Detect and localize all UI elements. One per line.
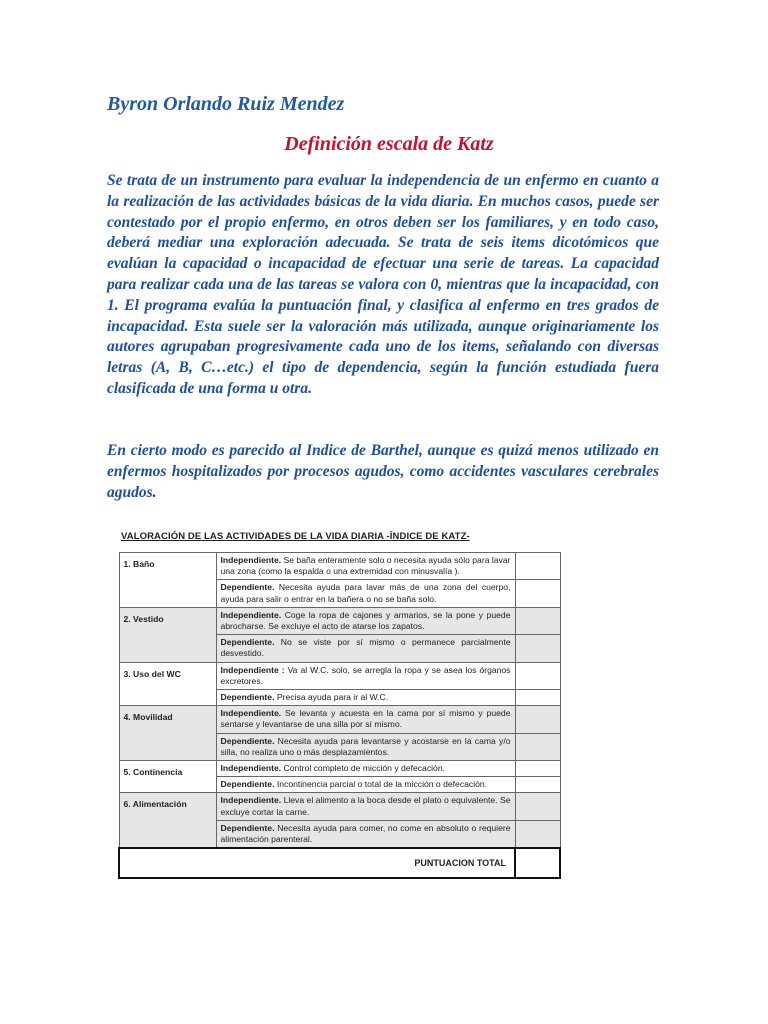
dependiente-text: Incontinencia parcial o total de la micción o defecación. <box>276 779 488 790</box>
katz-dependiente-desc <box>216 580 515 607</box>
dependiente-label: Dependiente. <box>220 637 281 648</box>
katz-total-score-cell <box>515 848 560 878</box>
independiente-text: Se baña enteramente solo o necesita ayuda sólo para lavar una zona (como la espalda o una extremidad con minusvalía ). <box>220 555 511 577</box>
katz-score-cell <box>515 706 560 733</box>
katz-dependiente-desc <box>216 690 515 706</box>
katz-score-cell <box>515 553 560 580</box>
independiente-label: Independiente. <box>220 795 284 806</box>
katz-category: 2. Vestido <box>119 607 216 662</box>
independiente-label: Independiente. <box>220 555 284 565</box>
author-name: Byron Orlando Ruiz Mendez <box>107 93 345 115</box>
dependiente-label: Dependiente. <box>220 735 278 746</box>
katz-total-label: PUNTUACION TOTAL <box>119 848 515 878</box>
paragraph-definition: Se trata de un instrumento para evaluar la independencia de un enfermo en cuanto a la realización de las actividades básicas de la vida diaria. En muchos casos, puede ser contestado por el propio enfermo, en otros deben ser los familiares, y en todo caso, deberá mediar una exploración adecuada. Se trata de seis items dicotómicos que evalúan la capacidad o incapacidad de efectuar una serie de tareas. La capacidad para realizar cada una de las tareas se valora con 0, mientras que la incapacidad, con 1. El programa evalúa la puntuación final, y clasifica al enfermo en tres grados de incapacidad. Esta suele ser la valoración más utilizada, aunque originariamente los autores agrupaban progresivamente cada uno de los items, señalando con diversas letras (A, B, C…etc.) el tipo de dependencia, según la función estudiada fuera clasificada de una forma u otra. <box>107 172 659 397</box>
dependiente-label: Dependiente. <box>220 582 279 593</box>
katz-category: 6. Alimentación <box>119 793 216 848</box>
independiente-label: Independiente. <box>220 708 286 719</box>
dependiente-text: Necesita ayuda para levantarse y acostarse en la cama y/o silla, no realiza uno o más desplazamientos. <box>220 735 511 757</box>
katz-dependiente-desc <box>216 777 515 793</box>
independiente-text: Se levanta y acuesta en la cama por sí mismo y puede sentarse y levantarse de una silla por sí mismo. <box>220 708 511 730</box>
dependiente-text: Precisa ayuda para ir al W.C. <box>276 692 389 703</box>
katz-score-cell <box>515 733 560 760</box>
dependiente-text: Necesita ayuda para comer, no come en absoluto o requiere alimentación parenteral. <box>220 822 511 845</box>
katz-row-independiente <box>119 607 560 634</box>
katz-score-cell <box>515 580 560 607</box>
dependiente-label: Dependiente. <box>220 779 277 790</box>
katz-table-figure <box>118 531 550 879</box>
independiente-label: Independiente : <box>220 664 288 675</box>
katz-score-cell <box>515 662 560 689</box>
katz-score-cell <box>515 635 560 662</box>
katz-row-independiente <box>119 553 560 580</box>
katz-independiente-desc <box>216 761 515 777</box>
katz-independiente-desc <box>216 706 515 733</box>
katz-table <box>118 552 561 879</box>
paragraph-comparison-text: En cierto modo es parecido al Indice de Barthel, aunque es quizá menos utilizado en enfermos hospitalizados por procesos agudos, como accidentes vasculares cerebrales agudos <box>107 442 659 501</box>
katz-dependiente-desc <box>216 820 515 848</box>
katz-independiente-desc <box>216 662 515 689</box>
independiente-text: Va al W.C. solo, se arregla la ropa y se asea los órganos excretores. <box>220 664 511 686</box>
paragraph-comparison-end: . <box>152 483 157 501</box>
katz-row-independiente <box>119 761 560 777</box>
dependiente-label: Dependiente. <box>220 692 277 703</box>
independiente-label: Independiente. <box>220 609 285 620</box>
katz-score-cell <box>515 820 560 848</box>
independiente-text: Coge la ropa de cajones y armarios, se la pone y puede abrocharse. Se excluye el acto de atarse los zapatos. <box>220 609 511 632</box>
katz-score-cell <box>515 793 560 820</box>
dependiente-label: Dependiente. <box>220 822 278 833</box>
katz-category: 3. Uso del WC <box>119 662 216 706</box>
katz-independiente-desc <box>216 553 515 580</box>
katz-row-independiente <box>119 662 560 689</box>
independiente-text: Lleva el alimento a la boca desde el plato o equivalente. Se excluye cortar la carne. <box>220 795 511 817</box>
katz-score-cell <box>515 761 560 777</box>
document-title: Definición escala de Katz <box>284 133 494 155</box>
independiente-label: Independiente. <box>220 763 284 774</box>
paragraph-comparison <box>107 441 659 503</box>
katz-dependiente-desc <box>216 733 515 760</box>
katz-row-independiente <box>119 706 560 733</box>
katz-dependiente-desc <box>216 635 515 662</box>
katz-category: 1. Baño <box>119 553 216 608</box>
dependiente-text: Necesita ayuda para lavar más de una zona del cuerpo, ayuda para salir o entrar en la bañera o no se baña solo. <box>220 582 511 604</box>
katz-independiente-desc <box>216 793 515 820</box>
katz-category: 4. Movilidad <box>119 706 216 761</box>
dependiente-text: No se viste por sí mismo o permanece parcialmente desvestido. <box>220 637 511 659</box>
katz-table-title: VALORACIÓN DE LAS ACTIVIDADES DE LA VIDA DIARIA -ÍNDICE DE KATZ- <box>121 531 470 542</box>
independiente-text: Control completo de micción y defecación. <box>283 763 445 774</box>
katz-score-cell <box>515 777 560 793</box>
katz-row-independiente <box>119 793 560 820</box>
katz-category: 5. Continencia <box>119 761 216 793</box>
katz-table-body <box>119 553 560 879</box>
katz-score-cell <box>515 607 560 634</box>
katz-total-row <box>119 848 560 878</box>
katz-independiente-desc <box>216 607 515 634</box>
katz-score-cell <box>515 690 560 706</box>
